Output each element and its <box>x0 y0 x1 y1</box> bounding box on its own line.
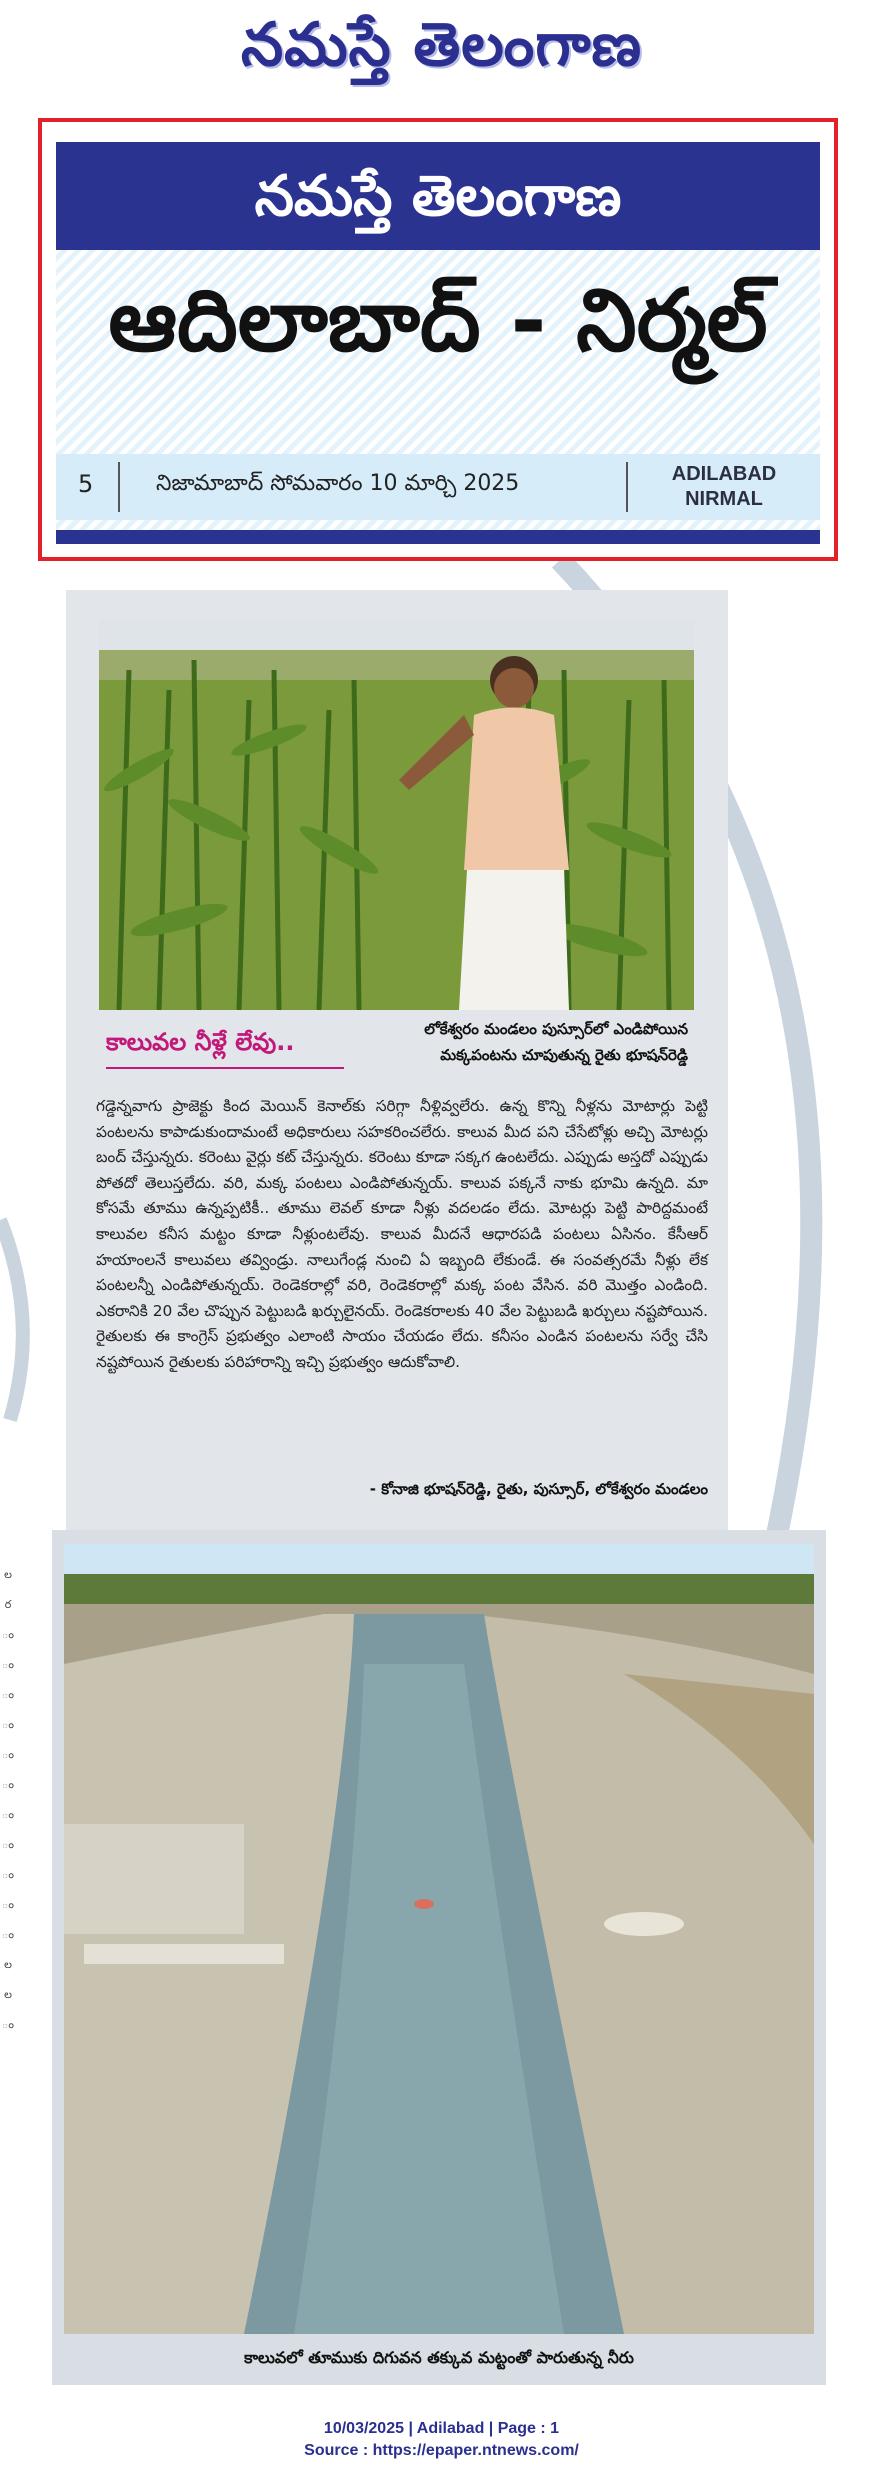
caption-line: మక్కపంటను చూపుతున్న రైతు భూషన్‌రెడ్డి <box>440 1046 688 1064</box>
edition-header <box>38 118 838 561</box>
footer-date-edition: 10/03/2025 | Adilabad | Page : 1 <box>323 2420 560 2437</box>
headline-underline <box>106 1067 344 1069</box>
header-bottom-bar <box>56 530 820 544</box>
edition-en-line2: NIRMAL <box>685 488 763 510</box>
article <box>66 590 728 1540</box>
paper-name-band: నమస్తే తెలంగాణ <box>56 142 820 250</box>
body-paragraph: గడ్డెన్నవాగు ప్రాజెక్టు కింద మెయిన్ కెనాల్‌కు సరిగ్గా నీళ్లివ్వలేరు. ఉన్న కొన్ని నీళ్లను మోటార్లు పెట్టి పంటలను కాపాడుకుందామంటే అధికారులు సహకరించలేరు. కాలువ మీద పని చేసేటోళ్లు అచ్చి మోటర్లు బంద్ చేస్తున్నరు. కరెంటు వైర్లు కట్ చేస్తున్నరు. కరెంటు కూడా సక్కగ ఉంటలేదు. ఎప్పుడు అస్తదో ఎప్పుడు పోతదో తెలుస్తలేదు. వరి, మక్క పంటలు ఎండిపోతున్నయ్. కాలువ పక్కనే నాకు భూమి ఉన్నది. మా కోసమే తూము ఉన్నప్పటికీ.. తూము లెవల్ కూడా నీళ్లు వదలడం లేదు. మోటర్లు పెట్టి పారిద్దమంటే కాలువల కనీస మట్టం కూడా నీళ్లుంటలేవు. కాలువ మీదనే ఆధారపడి పంటలు ఏసినం. కేసీఆర్ హయాంలనే కాలువలు తవ్విండ్రు. నాలుగేండ్ల నుంచి ఏ ఇబ్బంది లేకుండే. ఈ సంవత్సరమే నీళ్లు లేక పంటలన్నీ ఎండిపోతున్నయ్. రెండెకరాల్లో వరి, రెండెకరాల్లో మక్క పంట వేసిన. వరి మొత్తం ఎండింది. ఎకరానికి 20 వేల చొప్పున పెట్టుబడి ఖర్చులైనయ్. రెండెకరాలకు 40 వేల పెట్టుబడి ఖర్చులు నష్టపోయిన. రైతులకు ఈ కాంగ్రెస్ ప్రభుత్వం ఎలాంటి సాయం చేయడం లేదు. కనీసం ఎండిన పంటలను సర్వే చేసి నష్టపోయిన రైతులకు పరిహారాన్ని ఇచ్చి ప్రభుత్వం ఆదుకోవాలి. <box>96 1097 708 1371</box>
edition-title: ఆదిలాబాద్ - నిర్మల్ <box>108 271 768 371</box>
masthead-logo: నమస్తే తెలంగాణ <box>240 10 643 80</box>
edition-name-english <box>636 462 812 512</box>
photo1-caption <box>358 1016 688 1068</box>
edition-en-line1: ADILABAD <box>671 463 777 485</box>
divider <box>626 462 628 512</box>
photo2-caption: కాలువలో తూముకు దిగువన తక్కువ మట్టంతో పారుతున్న నీరు <box>244 2348 634 2367</box>
article-headline: కాలువల నీళ్లే లేవు.. <box>106 1028 295 1056</box>
canal-photo <box>64 1544 814 2334</box>
adjacent-column-fragment: ల ర ం ం ం ం ం ం ం ం ం ం ం ల ల ం <box>2 1568 14 2031</box>
edition-header-panel <box>56 142 820 544</box>
article-body <box>96 1094 708 1376</box>
divider <box>118 462 120 512</box>
article-byline: - కోనాజి భూషన్‌రెడ్డి, రైతు, పుస్సూర్, లోకేశ్వరం మండలం <box>369 1480 708 1498</box>
footer-source: Source : https://epaper.ntnews.com/ <box>304 2442 579 2459</box>
dateline: నిజామాబాద్ సోమవారం 10 మార్చి 2025 <box>156 471 520 496</box>
page-number: 5 <box>78 470 94 498</box>
caption-line: లోకేశ్వరం మండలం పుస్సూర్‌లో ఎండిపోయిన <box>424 1020 688 1038</box>
canal-photo-panel <box>52 1530 826 2385</box>
farmer-in-maize-field-photo <box>99 620 694 1010</box>
info-bar <box>56 454 820 520</box>
page-footer <box>0 2418 883 2462</box>
